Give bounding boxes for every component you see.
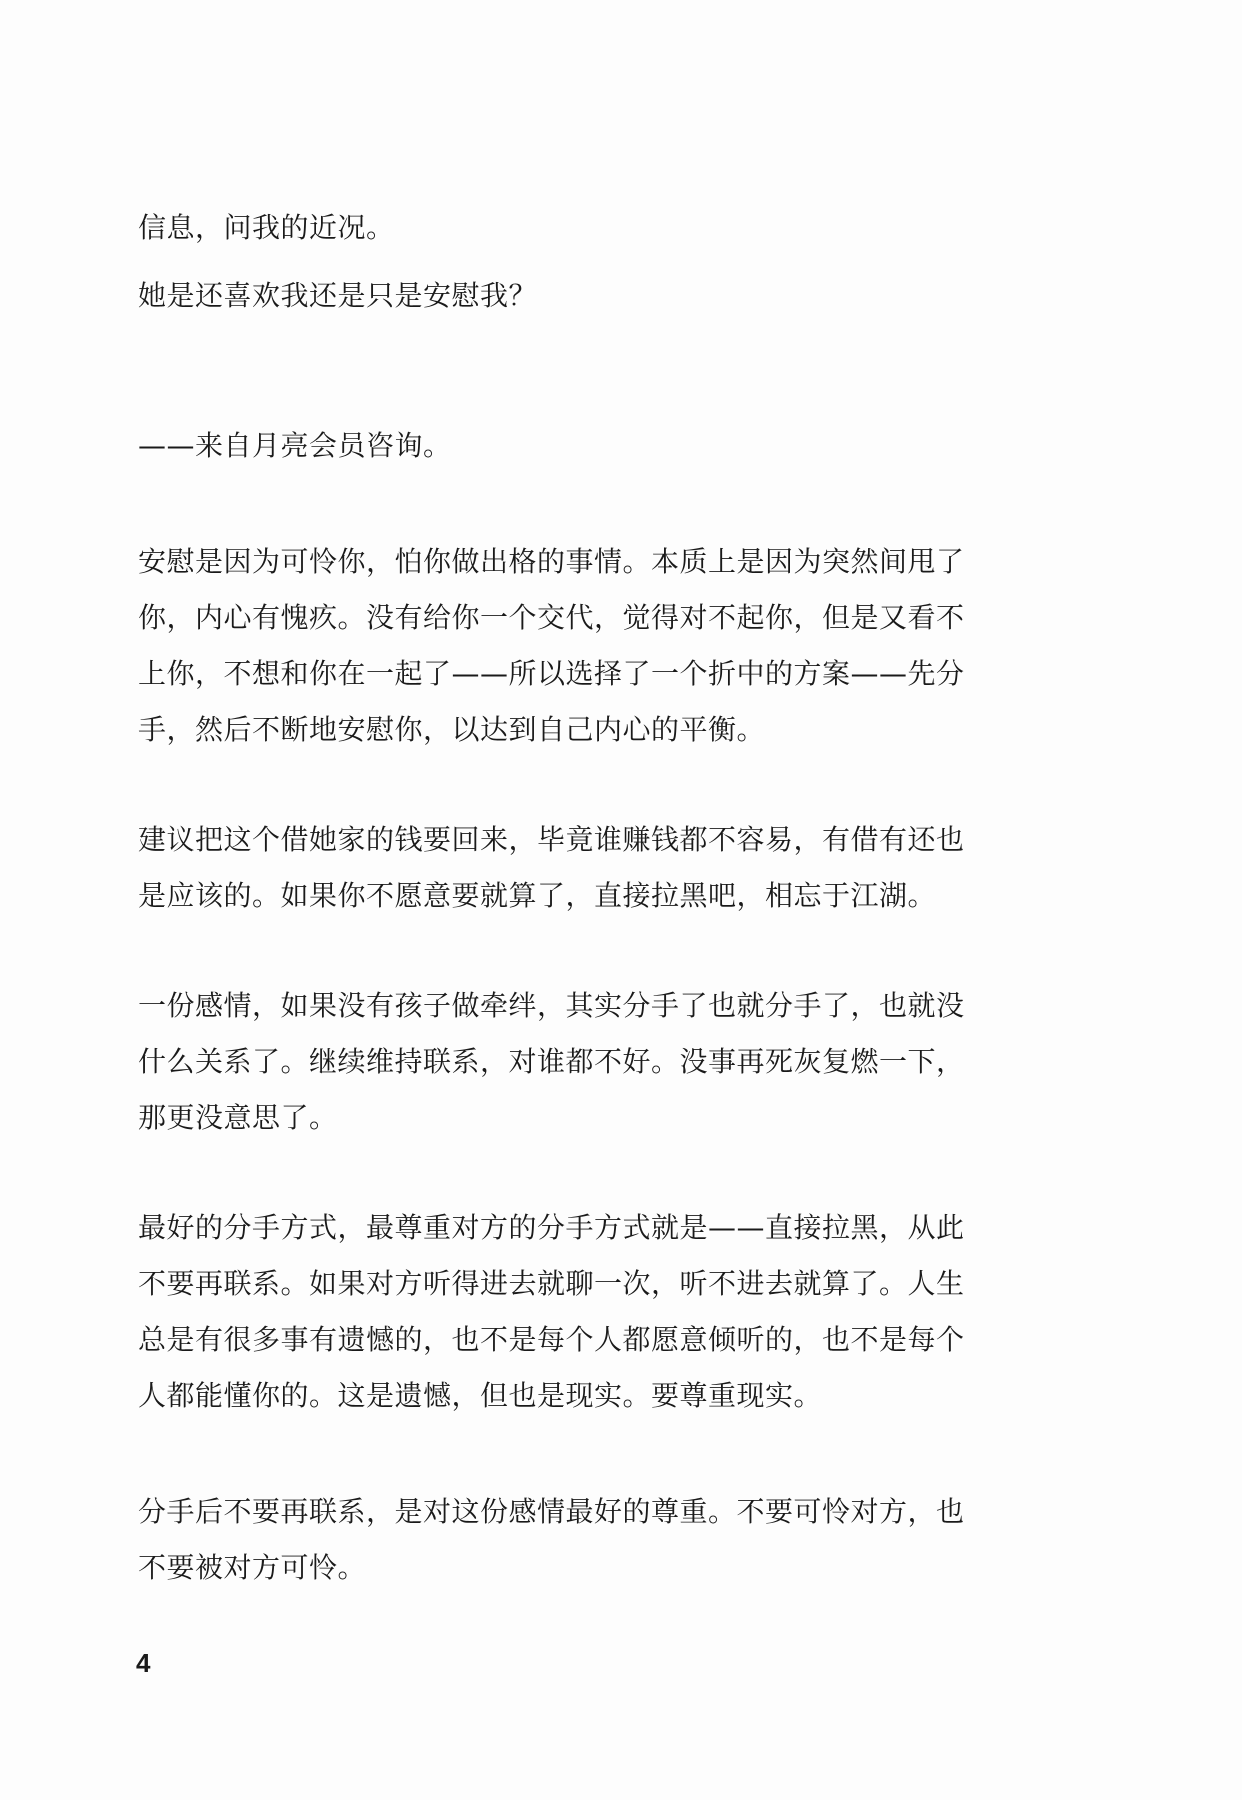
- page-number: 4: [136, 1648, 151, 1678]
- text-line: 不要再联系。如果对方听得进去就聊一次，听不进去就算了。人生: [138, 1267, 965, 1300]
- text-line: 人都能懂你的。这是遗憾，但也是现实。要尊重现实。: [138, 1379, 823, 1412]
- text-line: 总是有很多事有遗憾的，也不是每个人都愿意倾听的，也不是每个: [138, 1323, 965, 1356]
- text-line: 那更没意思了。: [138, 1101, 338, 1134]
- text-line: 你，内心有愧疚。没有给你一个交代，觉得对不起你，但是又看不: [138, 601, 965, 634]
- text-line: 一份感情，如果没有孩子做牵绊，其实分手了也就分手了，也就没: [138, 989, 965, 1022]
- text-line: 上你，不想和你在一起了——所以选择了一个折中的方案——先分: [138, 657, 965, 690]
- text-line: 是应该的。如果你不愿意要就算了，直接拉黑吧，相忘于江湖。: [138, 879, 937, 912]
- text-line: 什么关系了。继续维持联系，对谁都不好。没事再死灰复燃一下，: [138, 1045, 965, 1078]
- text-line: ——来自月亮会员咨询。: [138, 429, 452, 462]
- paragraph-6: [138, 978, 1018, 1146]
- text-line: 建议把这个借她家的钱要回来，毕竟谁赚钱都不容易，有借有还也: [138, 823, 965, 856]
- text-line: 手，然后不断地安慰你，以达到自己内心的平衡。: [138, 713, 766, 746]
- paragraph-2: [138, 268, 1018, 324]
- text-line: 安慰是因为可怜你，怕你做出格的事情。本质上是因为突然间甩了: [138, 545, 965, 578]
- text-line: 分手后不要再联系，是对这份感情最好的尊重。不要可怜对方，也: [138, 1495, 965, 1528]
- text-line: 她是还喜欢我还是只是安慰我？: [138, 279, 538, 312]
- paragraph-8: [138, 1484, 1018, 1596]
- paragraph-3: [138, 418, 1018, 474]
- text-line: 最好的分手方式，最尊重对方的分手方式就是——直接拉黑，从此: [138, 1211, 965, 1244]
- paragraph-1: [138, 200, 1018, 256]
- paragraph-4: [138, 534, 1018, 758]
- text-line: 不要被对方可怜。: [138, 1551, 367, 1584]
- paragraph-5: [138, 812, 1018, 924]
- text-line: 信息，问我的近况。: [138, 211, 395, 244]
- paragraph-7: [138, 1200, 1018, 1424]
